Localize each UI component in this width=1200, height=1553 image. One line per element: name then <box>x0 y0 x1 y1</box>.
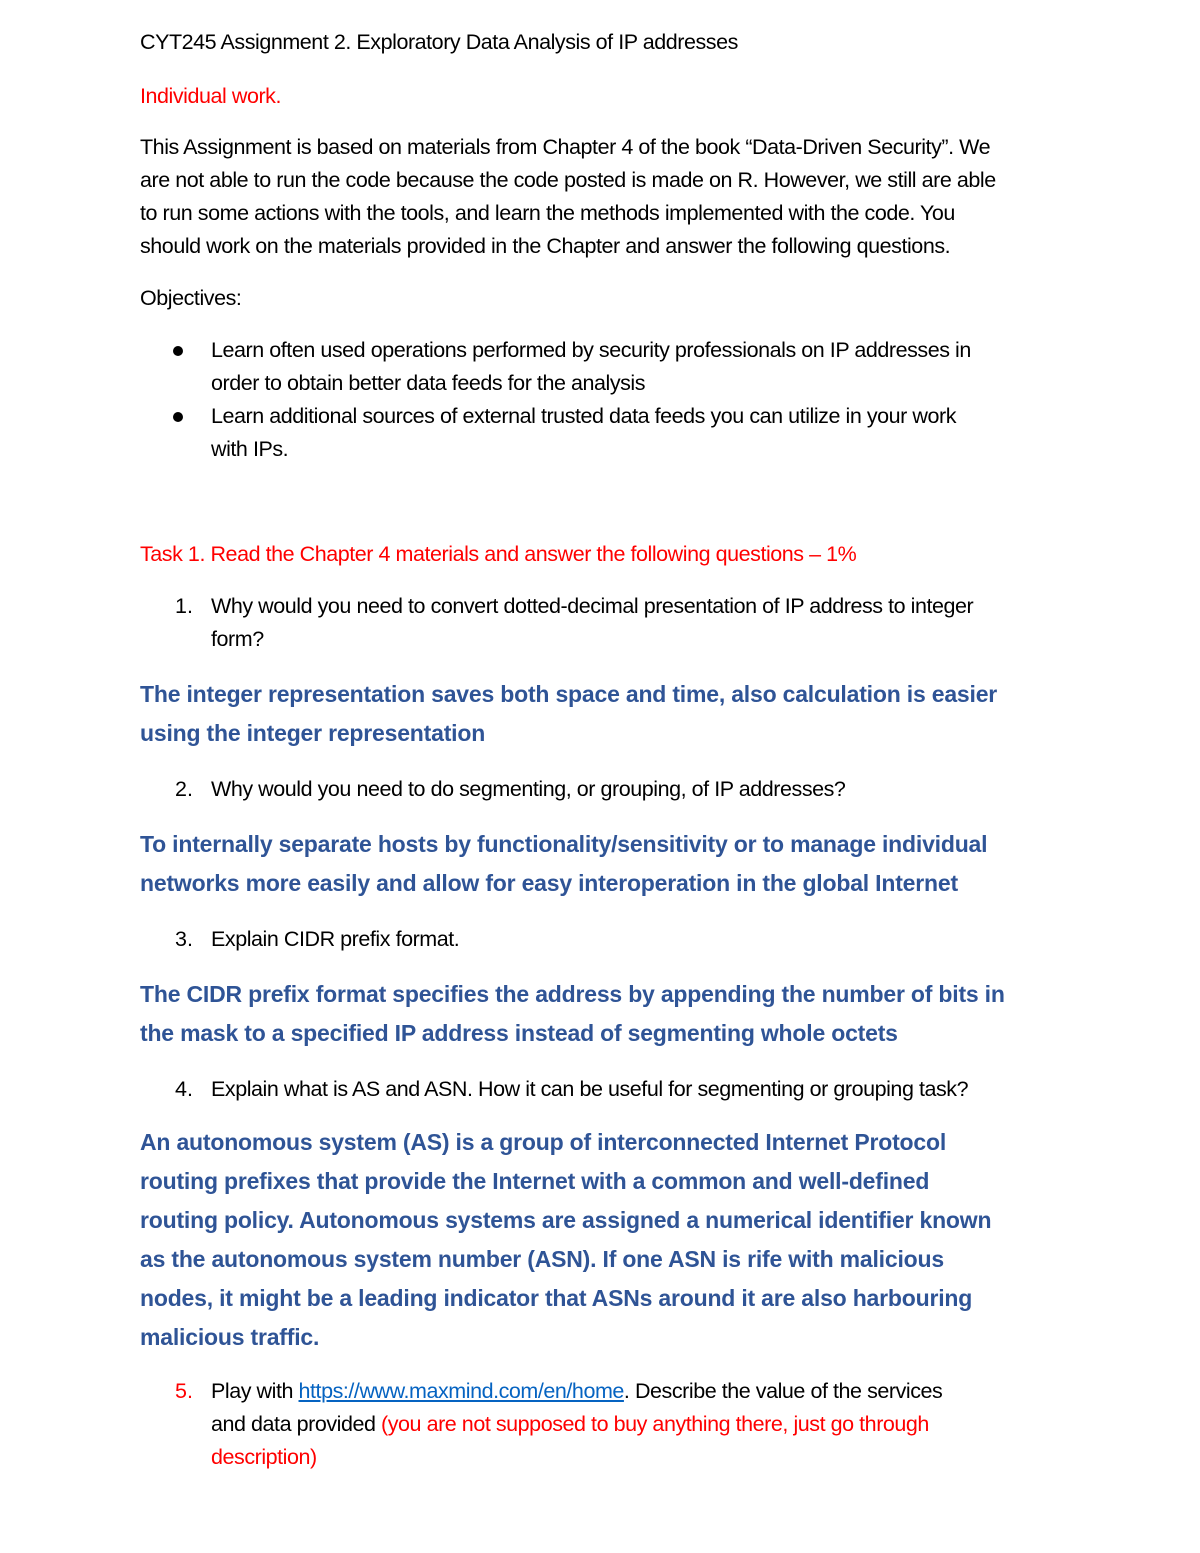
question-number: 2. <box>175 777 193 801</box>
answer-text: nodes, it might be a leading indicator that ASNs around it are also harbouring <box>140 1285 973 1311</box>
answer-text: routing policy. Autonomous systems are assigned a numerical identifier known <box>140 1207 992 1233</box>
intro-line: This Assignment is based on materials from Chapter 4 of the book “Data-Driven Security”. We <box>140 135 991 159</box>
intro-line: are not able to run the code because the code posted is made on R. However, we still are able <box>140 168 996 192</box>
answer-text: the mask to a specified IP address instead of segmenting whole octets <box>140 1020 898 1046</box>
task1-heading: Task 1. Read the Chapter 4 materials and answer the following questions – 1% <box>140 542 857 566</box>
intro-line: to run some actions with the tools, and learn the methods implemented with the code. You <box>140 201 955 225</box>
question-text-pre: Play with <box>211 1379 299 1403</box>
objectives-label: Objectives: <box>140 286 242 310</box>
question-number: 1. <box>175 594 193 618</box>
question-text-post: . Describe the value of the services <box>623 1379 943 1403</box>
question-text-cont <box>211 1408 929 1441</box>
answer-text: An autonomous system (AS) is a group of interconnected Internet Protocol <box>140 1129 947 1155</box>
question-note-cont: description) <box>211 1445 317 1469</box>
question-text: Why would you need to convert dotted-decimal presentation of IP address to integer <box>211 594 974 618</box>
answer-text: networks more easily and allow for easy interoperation in the global Internet <box>140 870 958 896</box>
question-text: Explain CIDR prefix format. <box>211 927 460 951</box>
objective-item: Learn additional sources of external trusted data feeds you can utilize in your work <box>211 404 957 428</box>
question-note: (you are not supposed to buy anything there, just go through <box>381 1412 929 1436</box>
answer-text: routing prefixes that provide the Internet with a common and well-defined <box>140 1168 930 1194</box>
answer-text: malicious traffic. <box>140 1324 320 1350</box>
objective-item-cont: with IPs. <box>211 437 289 461</box>
answer-text: as the autonomous system number (ASN). If one ASN is rife with malicious <box>140 1246 944 1272</box>
intro-line: should work on the materials provided in the Chapter and answer the following questions. <box>140 234 951 258</box>
maxmind-link[interactable]: https://www.maxmind.com/en/home <box>298 1379 624 1403</box>
question-number: 3. <box>175 927 193 951</box>
answer-text: using the integer representation <box>140 720 486 746</box>
question-text: Why would you need to do segmenting, or grouping, of IP addresses? <box>211 777 846 801</box>
question-number: 5. <box>175 1379 193 1403</box>
question-number: 4. <box>175 1077 193 1101</box>
answer-text: The integer representation saves both space and time, also calculation is easier <box>140 681 998 707</box>
answer-text: To internally separate hosts by functionality/sensitivity or to manage individual <box>140 831 988 857</box>
individual-work-label: Individual work. <box>140 84 281 108</box>
question-text-black: and data provided <box>211 1412 382 1436</box>
bullet-icon <box>173 346 183 356</box>
objective-item: Learn often used operations performed by security professionals on IP addresses in <box>211 338 971 362</box>
document-title: CYT245 Assignment 2. Exploratory Data Analysis of IP addresses <box>140 30 738 54</box>
answer-text: The CIDR prefix format specifies the address by appending the number of bits in <box>140 981 1005 1007</box>
bullet-icon <box>173 412 183 422</box>
question-text: Explain what is AS and ASN. How it can be useful for segmenting or grouping task? <box>211 1077 969 1101</box>
question-text-cont: form? <box>211 627 264 651</box>
objective-item-cont: order to obtain better data feeds for the analysis <box>211 371 646 395</box>
question-text <box>211 1375 942 1408</box>
